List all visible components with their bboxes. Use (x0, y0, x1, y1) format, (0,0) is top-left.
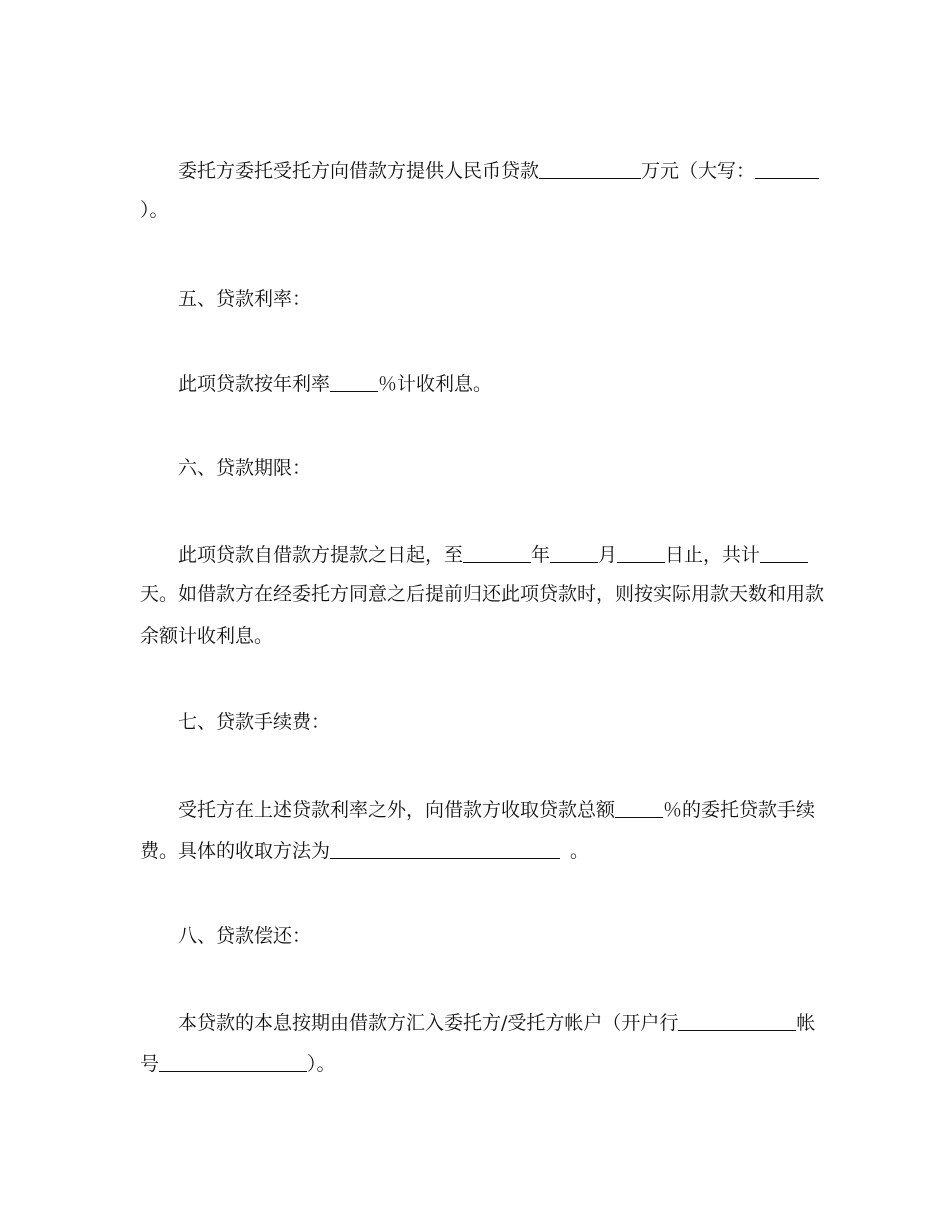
fee-rate-blank[interactable] (615, 798, 663, 818)
bank-name-blank[interactable] (678, 1011, 796, 1031)
heading-seven: 七、贷款手续费： (178, 711, 331, 733)
term-end-day-blank[interactable] (617, 543, 665, 563)
annual-rate-blank[interactable] (330, 372, 378, 392)
account-number-blank[interactable] (159, 1052, 307, 1072)
clause-five-text-a: 此项贷款按年利率 (178, 373, 331, 395)
clause-four-line-2 (140, 198, 812, 222)
heading-six: 六、贷款期限： (178, 457, 312, 479)
clause-six-line-2: 天。如借款方在经委托方同意之后提前归还此项贷款时，则按实际用款天数和用款 (140, 583, 825, 605)
clause-five-text-b: ％计收利息。 (378, 373, 493, 395)
clause-six-month: 月 (598, 544, 618, 566)
clause-four-text-c: ）。 (140, 199, 169, 221)
clause-four-line-1 (178, 157, 812, 181)
clause-seven-text-d: 。 (570, 840, 590, 862)
clause-seven-text-b: ％的委托贷款手续 (663, 799, 816, 821)
clause-four-text-a: 委托方委托受托方向借款方提供人民币贷款 (178, 160, 540, 182)
clause-seven-text-c: 费。具体的收取方法为 (140, 840, 331, 862)
clause-six-line-3: 余额计收利息。 (140, 625, 274, 647)
term-days-blank[interactable] (760, 543, 808, 563)
clause-seven-line-1 (178, 796, 816, 821)
clause-seven-text-a: 受托方在上述贷款利率之外，向借款方收取贷款总额 (178, 799, 616, 821)
clause-seven-line-2 (140, 837, 812, 861)
heading-eight: 八、贷款偿还： (178, 925, 312, 947)
clause-six-line-1 (178, 541, 812, 565)
clause-five-line (178, 370, 812, 394)
clause-six-text-a: 此项贷款自借款方提款之日起，至 (178, 544, 464, 566)
term-end-month-blank[interactable] (550, 543, 598, 563)
clause-eight-line-1 (178, 1009, 816, 1034)
clause-eight-text-c: 号 (140, 1053, 160, 1075)
heading-five: 五、贷款利率： (178, 288, 312, 310)
clause-eight-text-a: 本贷款的本息按期由借款方汇入委托方/受托方帐户（开户行 (178, 1012, 679, 1034)
amount-blank[interactable] (539, 159, 641, 179)
clause-six-year: 年 (531, 544, 551, 566)
clause-four-text-b: 万元（大写： (641, 160, 756, 182)
clause-six-day: 日止，共计 (665, 544, 761, 566)
clause-eight-line-2 (140, 1050, 812, 1074)
fee-method-blank[interactable] (330, 839, 560, 859)
clause-eight-text-d: ）。 (307, 1053, 336, 1075)
term-end-year-blank[interactable] (463, 543, 531, 563)
clause-eight-text-b: 帐 (796, 1012, 816, 1034)
amount-capital-blank[interactable] (755, 159, 819, 179)
